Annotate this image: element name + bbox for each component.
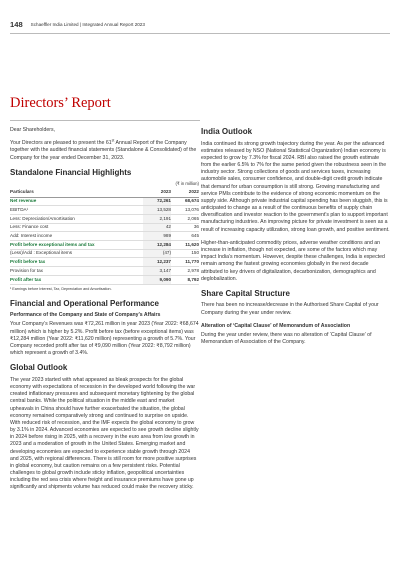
fin-perf-subheading: Performance of the Company and State of Company’s Affairs — [10, 312, 161, 319]
table-unit: (₹ in million) — [175, 181, 199, 187]
row-label: Net revenue — [10, 197, 143, 206]
intro-paragraph — [10, 140, 199, 162]
page-header — [10, 20, 390, 29]
intro-text-start: Your Directors are pleased to present the 61 — [10, 140, 112, 147]
header-divider — [10, 33, 390, 34]
global-outlook-body: The year 2023 started with what appeared as bleak prospects for the global economy with expectations of recession in the developed world following the war created inflationary pressures and subsequent monetary tightening by the global central banks. While the political situation in the middle east and market upheavals in China should have further exacerbated the situation, the global economy remained comparatively strong and continued to surprise on upside. With reduced risk of recession, and the IMF expects the global economy to grow by 3.1% in 2024. Advanced economies are expected to see growth decline slightly in 2024 before rising in 2025, with a recovery in the euro area from low growth in 2023 and a moderation of growth in the United States. Emerging market and developing economies are expected to experience stable growth through 2024 and 2025, with regional differences. There is still room for more positive surprises in global economy, but caution remains on a few persistent risks. Potential challenges to global growth include sticky inflation, geopolitical uncertainties including the red sea crisis where freight and insurance premiums have gone up significantly and shipments volume has reduced could make the recovery sticky. — [10, 376, 199, 491]
row-value-2022: 36 — [171, 223, 199, 232]
col-header-2022: 2022 — [171, 188, 199, 197]
row-label: Profit after tax — [10, 275, 143, 284]
table-row — [10, 206, 199, 215]
highlights-heading: Standalone Financial Highlights — [10, 167, 132, 177]
row-value-2023: 989 — [143, 232, 171, 241]
row-value-2022: 2,065 — [171, 214, 199, 223]
global-outlook-heading: Global Outlook — [10, 363, 68, 373]
row-label: Provision for tax — [10, 267, 143, 276]
table-row — [10, 232, 199, 241]
title-divider — [10, 120, 200, 121]
capital-clause-subheading: Alteration of ‘Capital Clause’ of Memorandum of Association — [201, 322, 351, 329]
page-number: 148 — [10, 20, 23, 29]
row-value-2022: 11,620 — [171, 241, 199, 250]
capital-clause-body: During the year under review, there was no alteration of ‘Capital Clause’ of Memorandum of Association of the Company. — [201, 331, 372, 346]
table-row — [10, 223, 199, 232]
row-value-2023: (47) — [143, 249, 171, 258]
row-value-2023: 9,090 — [143, 275, 171, 284]
table-row — [10, 258, 199, 267]
row-label: Profit before exceptional items and tax — [10, 241, 143, 250]
row-value-2023: 12,237 — [143, 258, 171, 267]
row-label: Add: Interest income — [10, 232, 143, 241]
row-value-2023: 42 — [143, 223, 171, 232]
table-footnote: ¹ Earnings before Interest, Tax, Depreciation and Amortisation. — [10, 286, 112, 291]
row-value-2022: 8,792 — [171, 275, 199, 284]
row-value-2023: 3,147 — [143, 267, 171, 276]
table-header-row — [10, 188, 199, 197]
row-value-2023: 72,261 — [143, 197, 171, 206]
row-label: Less: Finance cost — [10, 223, 143, 232]
table-row — [10, 275, 199, 284]
left-column — [10, 127, 199, 498]
row-label: Less: Depreciation/Amortisation — [10, 214, 143, 223]
india-outlook-body-1: India continued its strong growth trajectory during the year. As per the advanced estimates released by NSO (National Statistical Organization) Indian economy is expected to grow by 7.3% for fiscal 2024. RBI also raised the growth estimate from the earlier 6.5% to 7% for the same period given the robustness seen in the industry sector. Strong collections of goods and services taxes, increasing automobile sales, consumer confidence, and double-digit credit growth indicate that demand for urban consumption is still strong. Growing manufacturing and service PMIs contribute to the evidence of strong economic momentum on the supply side. Although private industrial capital spending has been sluggish, this is anticipated to change as a result of the continuous benefits of supply chain diversification and investor reaction to the government’s plan to support important manufacturing industries. An improving picture for private investment is seen as a result of increasing capacity utilization, strong loan growth, and positive sentiment. — [201, 140, 390, 233]
right-column — [201, 127, 390, 352]
row-value-2022: 2,978 — [171, 267, 199, 276]
row-value-2022: 13,076 — [171, 206, 199, 215]
row-label: Profit before tax — [10, 258, 143, 267]
row-value-2023: 12,284 — [143, 241, 171, 250]
table-row — [10, 197, 199, 206]
row-label: (Less)/Add : Exceptional items — [10, 249, 143, 258]
fin-perf-heading: Financial and Operational Performance — [10, 298, 159, 308]
col-header-2023: 2023 — [143, 188, 171, 197]
salutation: Dear Shareholders, — [10, 127, 55, 133]
table-row — [10, 267, 199, 276]
row-value-2022: 645 — [171, 232, 199, 241]
intro-superscript: st — [111, 138, 115, 143]
table-row — [10, 249, 199, 258]
row-value-2023: 13,528 — [143, 206, 171, 215]
share-capital-heading: Share Capital Structure — [201, 288, 290, 298]
intro-text-end: Annual Report of the Company together with the audited financial statements (Standalone & Consolidated) of the Company for the year ended December 31, 2023. — [10, 140, 197, 161]
india-outlook-heading: India Outlook — [201, 127, 253, 136]
share-capital-body: There has been no increase/decrease in the Authorised Share Capital of your Company during the year under review. — [201, 302, 379, 316]
col-header-particulars: Particulars — [10, 188, 143, 197]
india-outlook-body-2: Higher-than-anticipated commodity prices, adverse weather conditions and an increase in inflation, though not expected, are some of the factors which may impact India’s momentum. However, despite these challenges, India is expected remain among the fastest growing economies globally in the next decade attributed to key drivers of digitalization, decarbonization, demographics and deglobalization. — [201, 239, 385, 282]
fin-perf-body: Your Company’s Revenues was ₹72,261 million in year 2023 (Year 2022: ₹68,674 million) which is higher by 5.2%. Profit before tax (before exceptional items) was ₹12,284 million (Year 2022: ₹11,620 million) representing a growth of 5.7%. Your Company recorded profit after tax of ₹9,090 million (Year 2022: ₹8,792 million) which represent a growth of 3.4%. — [10, 321, 199, 357]
table-body — [10, 197, 199, 284]
row-value-2022: 150 — [171, 249, 199, 258]
row-label: EBITDA¹ — [10, 206, 143, 215]
financial-highlights-table — [10, 188, 199, 284]
row-value-2023: 2,191 — [143, 214, 171, 223]
report-title: Directors’ Report — [10, 95, 111, 111]
table-row — [10, 241, 199, 250]
row-value-2022: 11,770 — [171, 258, 199, 267]
document-title: Schaeffler India Limited | Integrated Annual Report 2023 — [30, 22, 145, 27]
row-value-2022: 68,674 — [171, 197, 199, 206]
table-row — [10, 214, 199, 223]
